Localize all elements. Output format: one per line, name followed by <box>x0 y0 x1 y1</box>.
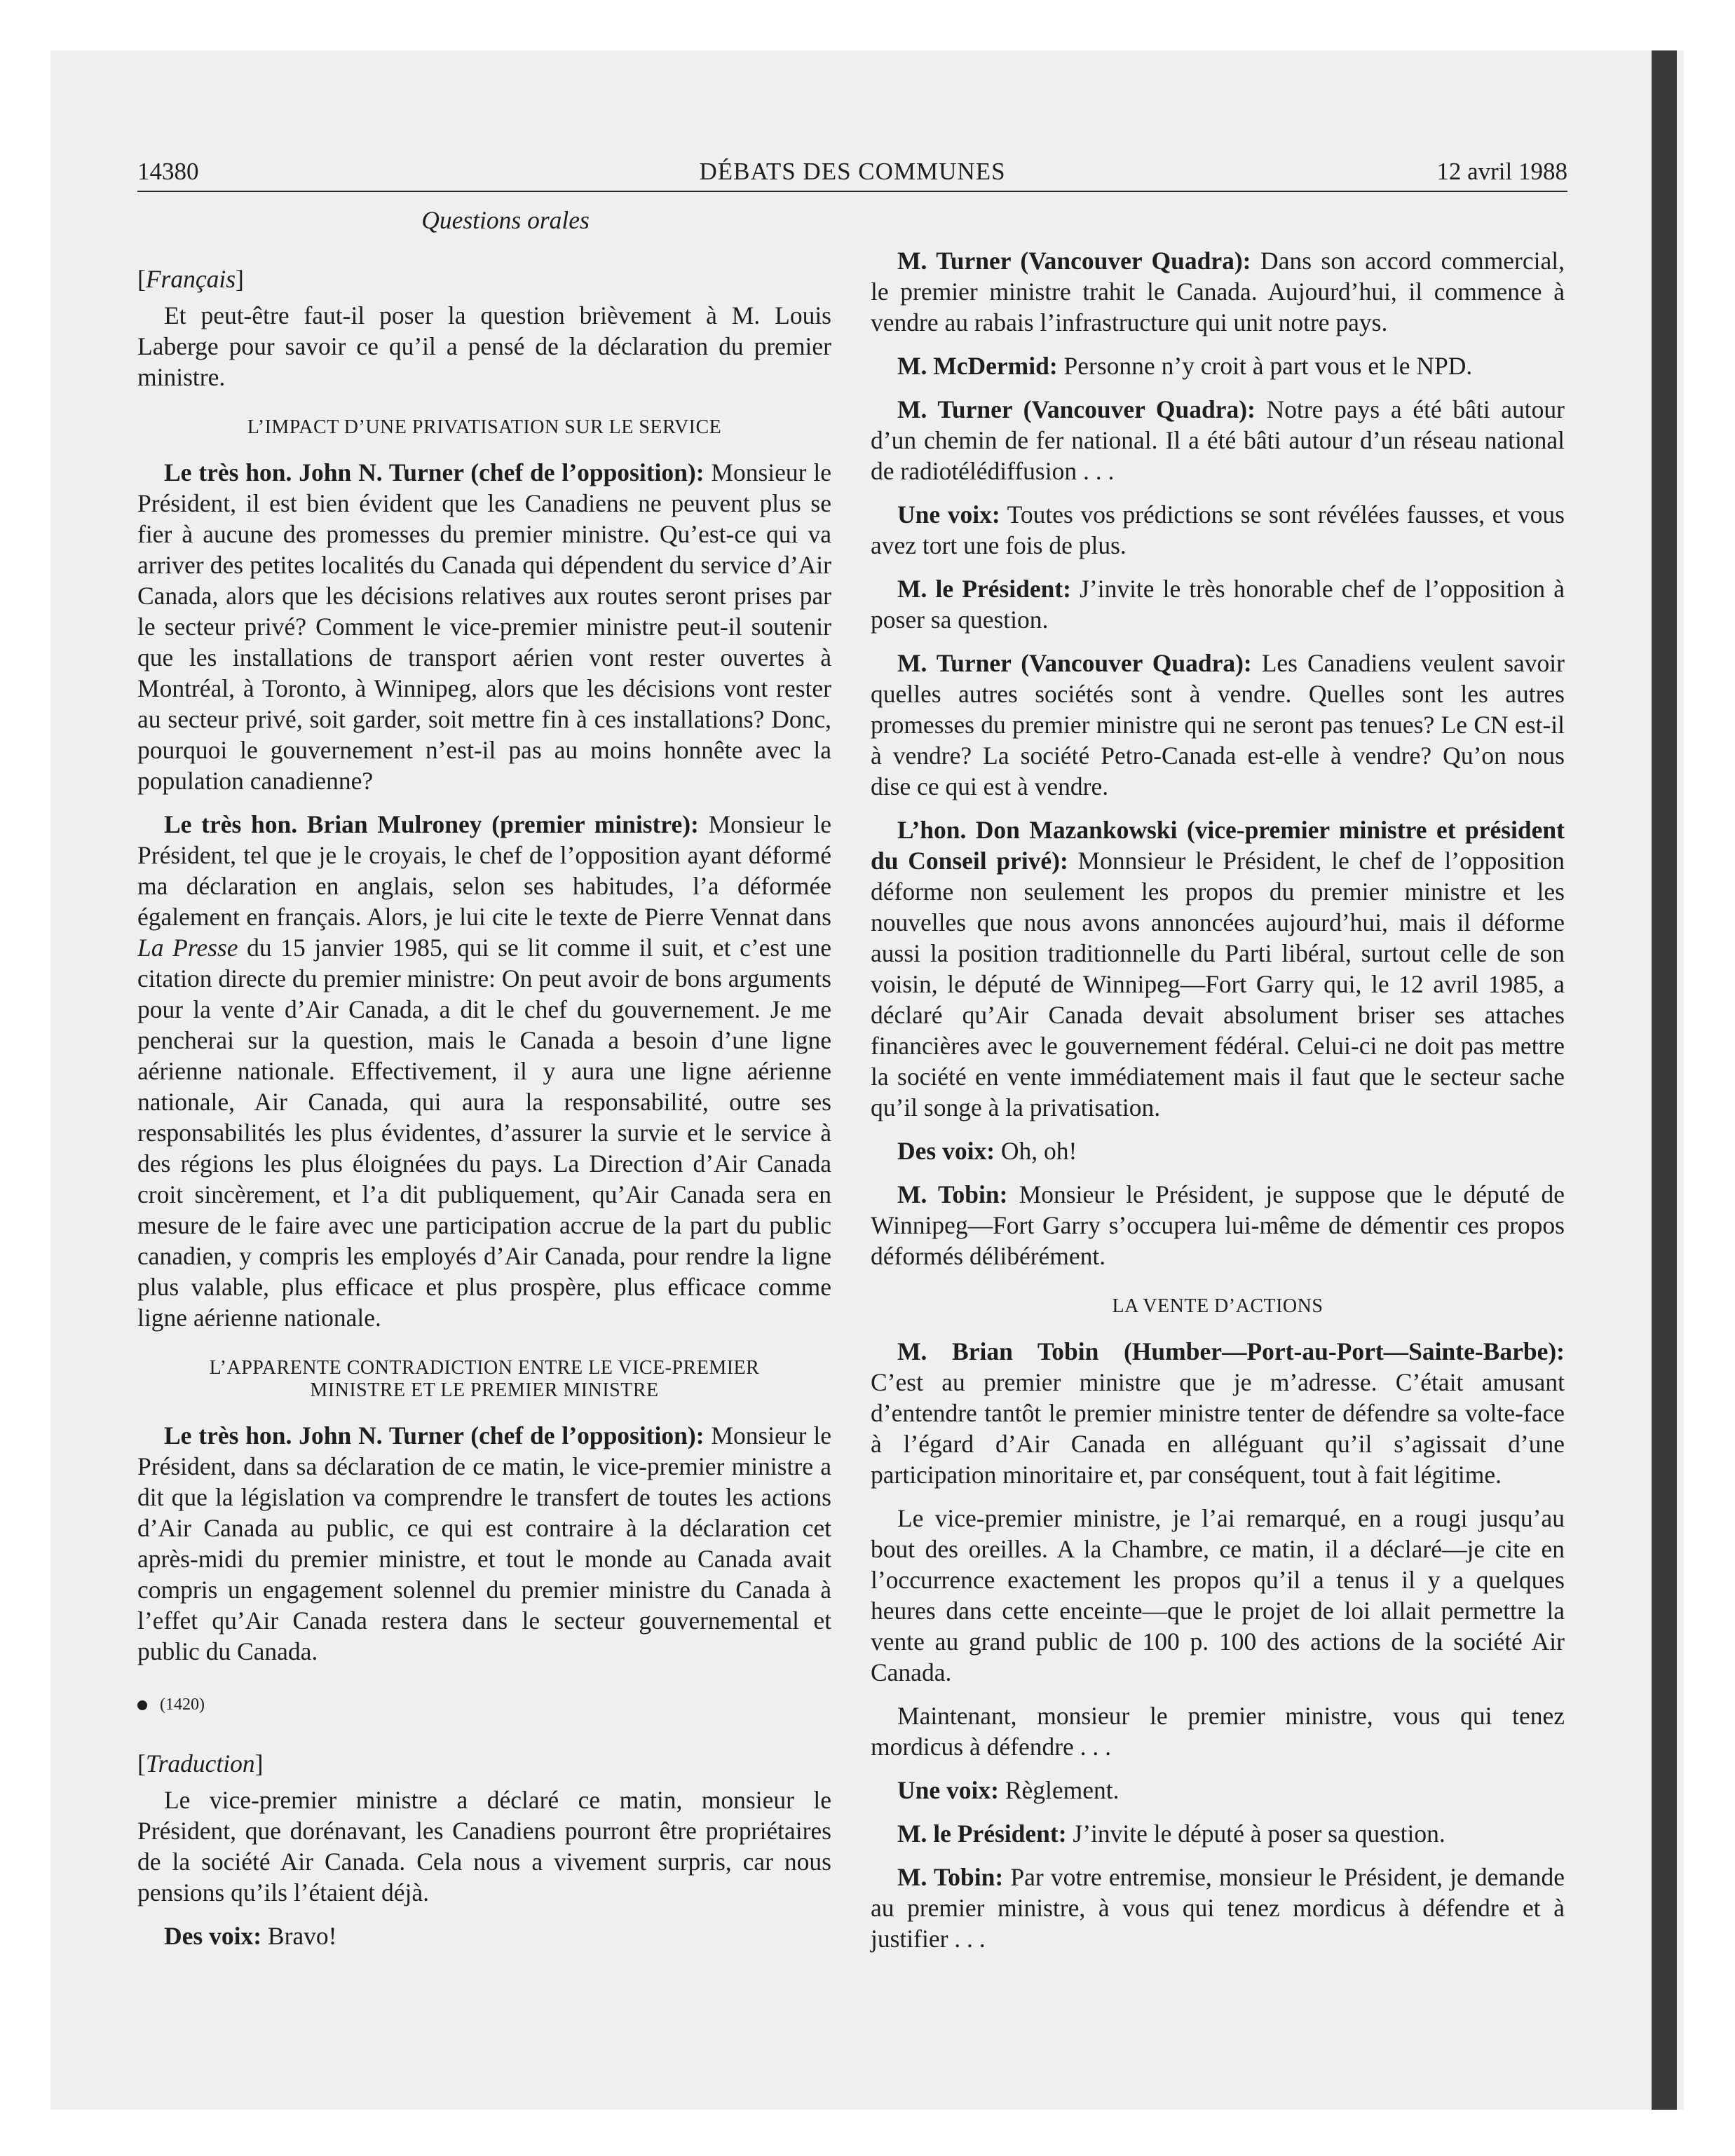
speech <box>871 1336 1565 1490</box>
speaker-name: M. Turner (Vancouver Quadra): <box>897 247 1251 275</box>
speech <box>871 1179 1565 1271</box>
speech-text: Monnsieur le Président, le chef de l’opposition déforme non seulement les propos du premier ministre et les nouvelles que nous avons annoncées aujourd’hui, mais il déforme aussi la position traditionnelle du Parti libéral, surtout celle de son voisin, le député de Winnipeg—Fort Garry qui, le 12 avril 1985, a déclaré qu’Air Canada devait absolument briser ses attaches financières avec le gouvernement fédéral. Celui-ci ne doit pas mettre la société en vente immédiatement mais il faut que le secteur sache qu’il songe à la privatisation. <box>871 847 1565 1121</box>
language-marker-text: Traduction <box>145 1749 255 1778</box>
speaker-name: Une voix: <box>897 500 1000 528</box>
speech-text: J’invite le très honorable chef de l’opposition à poser sa question. <box>871 575 1565 634</box>
page-header <box>137 156 1567 188</box>
paragraph: Le vice-premier ministre a déclaré ce matin, monsieur le Président, que dorénavant, les Canadiens pourront être propriétaires de la société Air Canada. Cela nous a vivement surpris, car nous pensions qu’ils l’étaient déjà. <box>137 1786 831 1906</box>
paragraph: Maintenant, monsieur le premier ministre, vous qui tenez mordicus à défendre . . . <box>871 1702 1565 1761</box>
language-marker: [Traduction] <box>137 1749 264 1778</box>
speech-text: Bravo! <box>261 1922 337 1950</box>
header-date: 12 avril 1988 <box>1436 158 1567 185</box>
speaker-name: Le très hon. John N. Turner (chef de l’opposition): <box>164 1421 705 1449</box>
speaker-name: Une voix: <box>897 1776 999 1804</box>
speaker-name: M. le Président: <box>897 1820 1067 1848</box>
section-heading: LA VENTE D’ACTIONS <box>1112 1295 1324 1317</box>
speaker-name: M. Brian Tobin (Humber—Port-au-Port—Sainte-Barbe): <box>897 1337 1565 1365</box>
speech-text: Toutes vos prédictions se sont révélées fausses, et vous avez tort une fois de plus. <box>871 500 1565 559</box>
speech <box>871 394 1565 486</box>
speech-text: J’invite le député à poser sa question. <box>1066 1820 1445 1848</box>
speech <box>871 350 1565 381</box>
speech <box>137 1920 831 1951</box>
scan-edge-shadow <box>1652 50 1677 2110</box>
speech <box>871 1818 1565 1849</box>
speech-text: Les Canadiens veulent savoir quelles autres sociétés sont à vendre. Quelles sont les autres promesses du premier ministre qui ne seront pas tenues? Le CN est-il à vendre? La société Petro-Canada est-elle à vendre? Qu’on nous dise ce qui est à vendre. <box>871 649 1565 800</box>
speech-text: C’est au premier ministre que je m’adresse. C’était amusant d’entendre tantôt le premier ministre tenter de défendre sa volte-face à l’égard d’Air Canada en alléguant qu’il s’agissait d’une participation minoritaire et, par conséquent, tout à fait légitime. <box>871 1368 1565 1489</box>
publication-title: La Presse <box>137 934 238 962</box>
speaker-name: M. McDermid: <box>897 352 1058 380</box>
speaker-name: L’hon. Don Mazankowski (vice-premier ministre et président du Conseil privé): <box>871 816 1565 875</box>
speech <box>137 457 831 796</box>
speaker-name: M. Turner (Vancouver Quadra): <box>897 395 1256 423</box>
left-column <box>137 202 831 1964</box>
paragraph: Et peut-être faut-il poser la question brièvement à M. Louis Laberge pour savoir ce qu’il a pensé de la déclaration du premier ministre. <box>137 301 831 391</box>
section-heading: L’IMPACT D’UNE PRIVATISATION SUR LE SERVICE <box>247 416 722 438</box>
time-stamp-text: (1420) <box>160 1696 205 1714</box>
section-heading: L’APPARENTE CONTRADICTION ENTRE LE VICE-PREMIER MINISTRE ET LE PREMIER MINISTRE <box>209 1357 760 1401</box>
speaker-name: Le très hon. Brian Mulroney (premier ministre): <box>164 810 699 838</box>
speech-text: Monsieur le Président, je suppose que le député de Winnipeg—Fort Garry s’occupera lui-même de démentir ces propos déformés délibérément. <box>871 1180 1565 1270</box>
speech-text: Dans son accord commercial, le premier ministre trahit le Canada. Aujourd’hui, il commence à vendre au rabais l’infrastructure qui unit notre pays. <box>871 247 1565 336</box>
speaker-name: M. Turner (Vancouver Quadra): <box>897 649 1252 677</box>
speaker-name: M. le Président: <box>897 575 1071 603</box>
speech <box>871 573 1565 635</box>
speech-text: Par votre entremise, monsieur le Président, je demande au premier ministre, à vous qui tenez mordicus à défendre et à justifier . . . <box>871 1863 1565 1953</box>
bullet-icon <box>137 1700 147 1710</box>
speech-text: Règlement. <box>998 1776 1120 1804</box>
time-stamp <box>137 1689 831 1720</box>
speech <box>871 499 1565 561</box>
paragraph: Le vice-premier ministre, je l’ai remarqué, en a rougi jusqu’au bout des oreilles. A la Chambre, ce matin, il a déclaré—je cite en l’occurrence exactement les propos qu’il a tenus il y a quelques heures dans cette enceinte—que le projet de loi allait permettre la vente au grand public de 100 p. 100 des actions de la société Air Canada. <box>871 1504 1565 1686</box>
speech <box>871 1862 1565 1954</box>
speech <box>137 809 831 1333</box>
speech <box>871 1775 1565 1806</box>
page-number: 14380 <box>137 158 199 185</box>
section-rubric: Questions orales <box>421 206 590 234</box>
language-marker-text: Français <box>145 265 236 293</box>
speaker-name: M. Tobin: <box>897 1180 1008 1208</box>
language-marker: [Français] <box>137 265 244 293</box>
running-title: DÉBATS DES COMMUNES <box>699 158 1006 185</box>
speech-text: Notre pays a été bâti autour d’un chemin de fer national. Il a été bâti autour d’un réseau national de radiotélédiffusion . . . <box>871 395 1565 485</box>
speech <box>871 648 1565 802</box>
speaker-name: Des voix: <box>164 1922 262 1950</box>
header-rule <box>137 191 1567 192</box>
speech-text: Monsieur le Président, dans sa déclaration de ce matin, le vice-premier ministre a dit que la législation va comprendre le transfert de toutes les actions d’Air Canada au public, ce qui est contraire à la déclaration cet après-midi du premier ministre, et tout le monde au Canada avait compris un engagement solennel du premier ministre du Canada à l’effet qu’Air Canada restera dans le secteur gouvernemental et public du Canada. <box>137 1421 831 1665</box>
speech-text: Monsieur le Président, il est bien évident que les Canadiens ne peuvent plus se fier à aucune des promesses du premier ministre. Qu’est-ce qui va arriver des petites localités du Canada qui dépendent du service d’Air Canada, alors que les décisions relatives aux routes seront prises par le secteur privé? Comment le vice-premier ministre peut-il soutenir que les installations de transport aérien vont rester ouvertes à Montréal, à Toronto, à Winnipeg, alors que les décisions vont rester au secteur privé, soit garder, soit mettre fin à ces installations? Donc, pourquoi le gouvernement n’est-il pas au moins honnête avec la population canadienne? <box>137 458 831 795</box>
speaker-name: Le très hon. John N. Turner (chef de l’opposition): <box>164 458 705 486</box>
speech-text: Personne n’y croit à part vous et le NPD. <box>1057 352 1473 380</box>
speaker-name: Des voix: <box>897 1137 995 1165</box>
speech-text: Oh, oh! <box>995 1137 1077 1165</box>
speech-text: du 15 janvier 1985, qui se lit comme il suit, et c’est une citation directe du premier ministre: On peut avoir de bons arguments pour la vente d’Air Canada, a dit le chef du gouvernement. Je me pencherai sur la question, mais le Canada a besoin d’une ligne aérienne nationale. Effectivement, il y aura une ligne aérienne nationale, Air Canada, qui aura la responsabilité, outre ses responsabilités les plus évidentes, d’assurer la survie et le service à des régions les plus éloignées du pays. La Direction d’Air Canada croit sincèrement, et l’a dit publiquement, qu’Air Canada sera en mesure de le faire avec une participation accrue de la part du public canadien, y compris les employés d’Air Canada, pour rendre la ligne plus valable, plus efficace et plus prospère, plus efficace comme ligne aérienne nationale. <box>137 934 831 1332</box>
speech <box>137 1420 831 1667</box>
speech-text: Monsieur le Président, tel que je le croyais, le chef de l’opposition ayant déformé ma déclaration en anglais, selon ses habitudes, l’a déformée également en français. Alors, je lui cite le texte de Pierre Vennat dans <box>137 810 831 931</box>
right-column <box>871 245 1565 1967</box>
speaker-name: M. Tobin: <box>897 1863 1004 1891</box>
speech <box>871 1135 1565 1166</box>
speech <box>871 245 1565 338</box>
speech <box>871 814 1565 1123</box>
